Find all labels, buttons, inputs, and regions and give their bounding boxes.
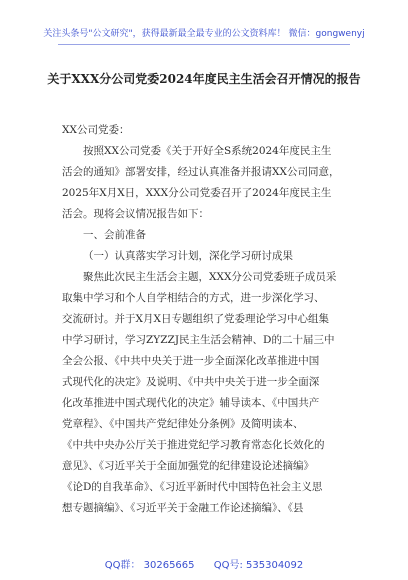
paragraph-line: 党章程》、《中国共产党纪律处分条例》及简明读本、	[62, 418, 304, 430]
paragraph-line: 中学习研讨，学习ZYZZJ民主生活会精神、D的二十届三中	[62, 334, 335, 346]
paragraph-line: 2025年X月X日，XXX分公司党委召开了2024年度民主生	[62, 187, 332, 199]
paragraph-line: 意见》、《习近平关于全面加强党的纪律建设论述摘编》	[62, 460, 314, 472]
qq-number-link[interactable]: QQ号: 535304092	[213, 560, 304, 571]
paragraph-line: 聚焦此次民主生活会主题，XXX分公司党委班子成员采	[83, 271, 337, 283]
paragraph-line: 想专题摘编》、《习近平关于金融工作论述摘编》、《县	[62, 502, 304, 514]
paragraph-line: 活会。现将会议情况报告如下：	[62, 208, 209, 220]
paragraph-line: 按照XX公司党委《关于开好全S系统2024年度民主生	[83, 145, 332, 157]
salutation: XX公司党委：	[62, 124, 130, 136]
paragraph-line: 活会的通知》部署安排，经过认真准备并报请XX公司同意，	[62, 166, 340, 178]
document-title: 关于XXX分公司党委2024年度民主生活会召开情况的报告	[47, 72, 361, 86]
subsection-heading: （一）认真落实学习计划，深化学习研讨成果	[83, 250, 293, 262]
paragraph-line: 《中共中央办公厅关于推进党纪学习教育常态化长效化的	[62, 439, 325, 451]
paragraph-line: 全会公报、《中共中央关于进一步全面深化改革推进中国	[62, 355, 320, 367]
header-divider	[58, 44, 350, 45]
promo-banner[interactable]: 关注头条号"公文研究"，获得最新最全最专业的公文资料库！ 微信：gongwenyj	[43, 29, 365, 39]
paragraph-line: 式现代化的决定》及说明、《中共中央关于进一步全面深	[62, 376, 320, 388]
qq-group-link[interactable]: QQ群： 30265665	[104, 560, 195, 571]
paragraph-line: 交流研讨。并于X月X日专题组织了党委理论学习中心组集	[62, 313, 329, 325]
paragraph-line: 取集中学习和个人自学相结合的方式，进一步深化学习、	[62, 292, 325, 304]
paragraph-line: 化改革推进中国式现代化的决定》辅导读本、《中国共产	[62, 397, 320, 409]
document-body	[62, 120, 356, 519]
paragraph-line: 《论D的自我革命》、《习近平新时代中国特色社会主义思	[62, 481, 323, 493]
section-heading: 一、会前准备	[83, 229, 146, 241]
footer-contact	[0, 556, 408, 571]
